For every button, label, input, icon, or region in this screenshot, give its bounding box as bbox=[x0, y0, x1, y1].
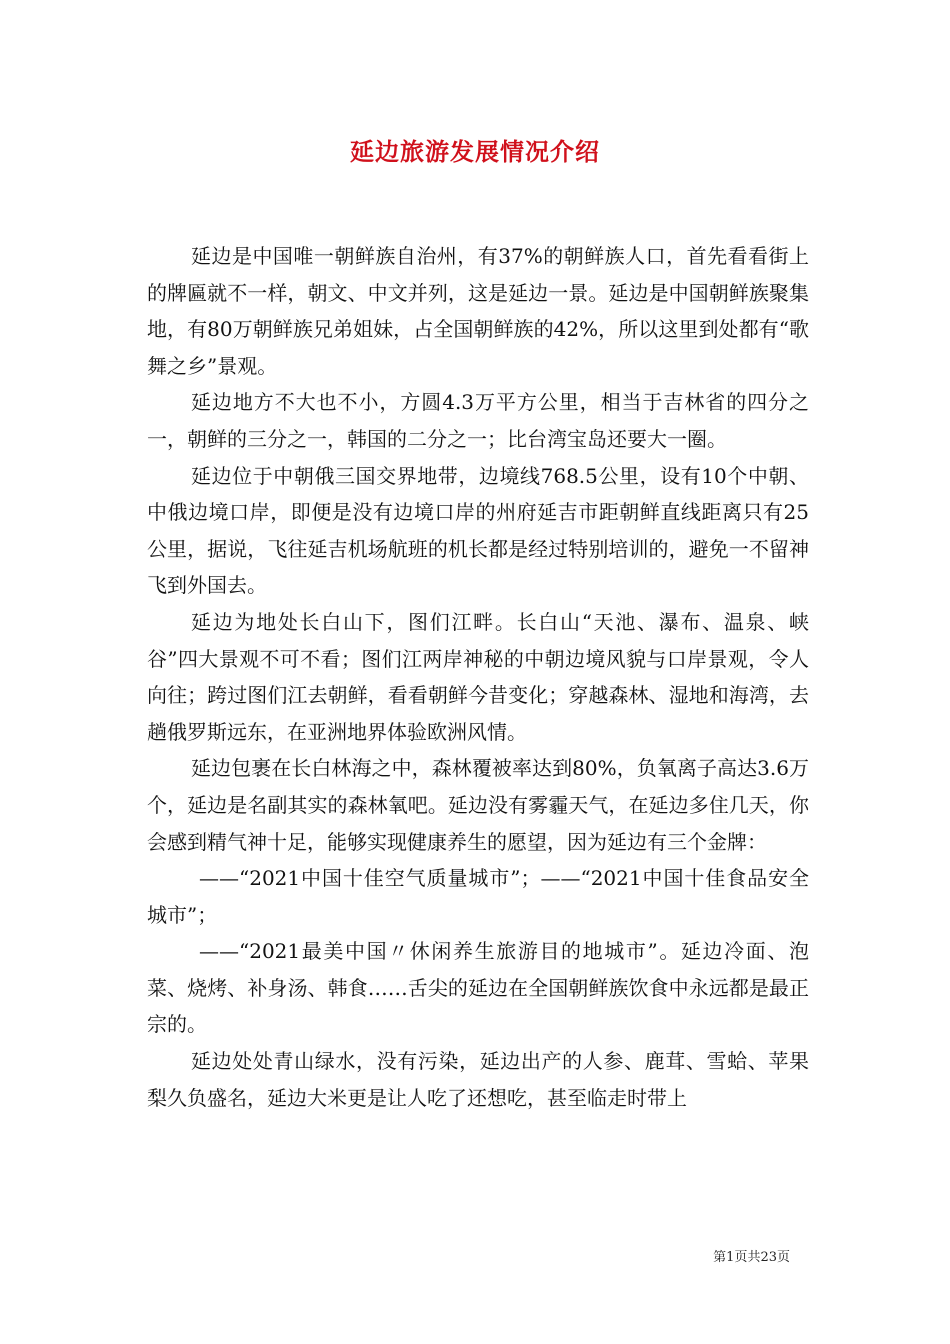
paragraph-medal-1: ——“2021中国十佳空气质量城市”；——“2021中国十佳食品安全城市”； bbox=[147, 866, 809, 927]
paragraph-border: 延边位于中朝俄三国交界地带，边境线768.5公里，设有10个中朝、中俄边境口岸，即便是没有边境口岸的州府延吉市距朝鲜直线距离只有25公里，据说，飞往延吉机场航班的机长都是经过特别培训的，避免一不留神飞到外国去。 bbox=[147, 463, 809, 598]
page-title: 延边旅游发展情况介绍 bbox=[350, 137, 600, 166]
paragraph-area: 延边地方不大也不小，方圆4.3万平方公里，相当于吉林省的四分之一，朝鲜的三分之一，韩国的二分之一；比台湾宝岛还要大一圈。 bbox=[147, 390, 809, 451]
document-body bbox=[147, 238, 809, 1116]
page-indicator: 第1页共23页 bbox=[713, 1250, 790, 1265]
paragraph-medal-2: ——“2021最美中国〃休闲养生旅游目的地城市”。延边冷面、泡菜、烧烤、补身汤、韩食……舌尖的延边在全国朝鲜族饮食中永远都是最正宗的。 bbox=[147, 939, 809, 1037]
paragraph-intro: 延边是中国唯一朝鲜族自治州，有37%的朝鲜族人口，首先看看街上的牌匾就不一样，朝文、中文并列，这是延边一景。延边是中国朝鲜族聚集地，有80万朝鲜族兄弟姐妹，占全国朝鲜族的42%，所以这里到处都有“歌舞之乡”景观。 bbox=[147, 244, 809, 378]
paragraph-scenery: 延边为地处长白山下，图们江畔。长白山“天池、瀑布、温泉、峡谷”四大景观不可不看；图们江两岸神秘的中朝边境风貌与口岸景观，令人向往；跨过图们江去朝鲜，看看朝鲜今昔变化；穿越森林、湿地和海湾，去趟俄罗斯远东，在亚洲地界体验欧洲风情。 bbox=[147, 609, 809, 744]
paragraph-forest: 延边包裹在长白林海之中，森林覆被率达到80%，负氧离子高达3.6万个，延边是名副其实的森林氧吧。延边没有雾霾天气，在延边多住几天，你会感到精气神十足，能够实现健康养生的愿望，因为延边有三个金牌： bbox=[147, 756, 809, 854]
paragraph-produce: 延边处处青山绿水，没有污染，延边出产的人参、鹿茸、雪蛤、苹果梨久负盛名，延边大米更是让人吃了还想吃，甚至临走时带上 bbox=[147, 1049, 809, 1110]
